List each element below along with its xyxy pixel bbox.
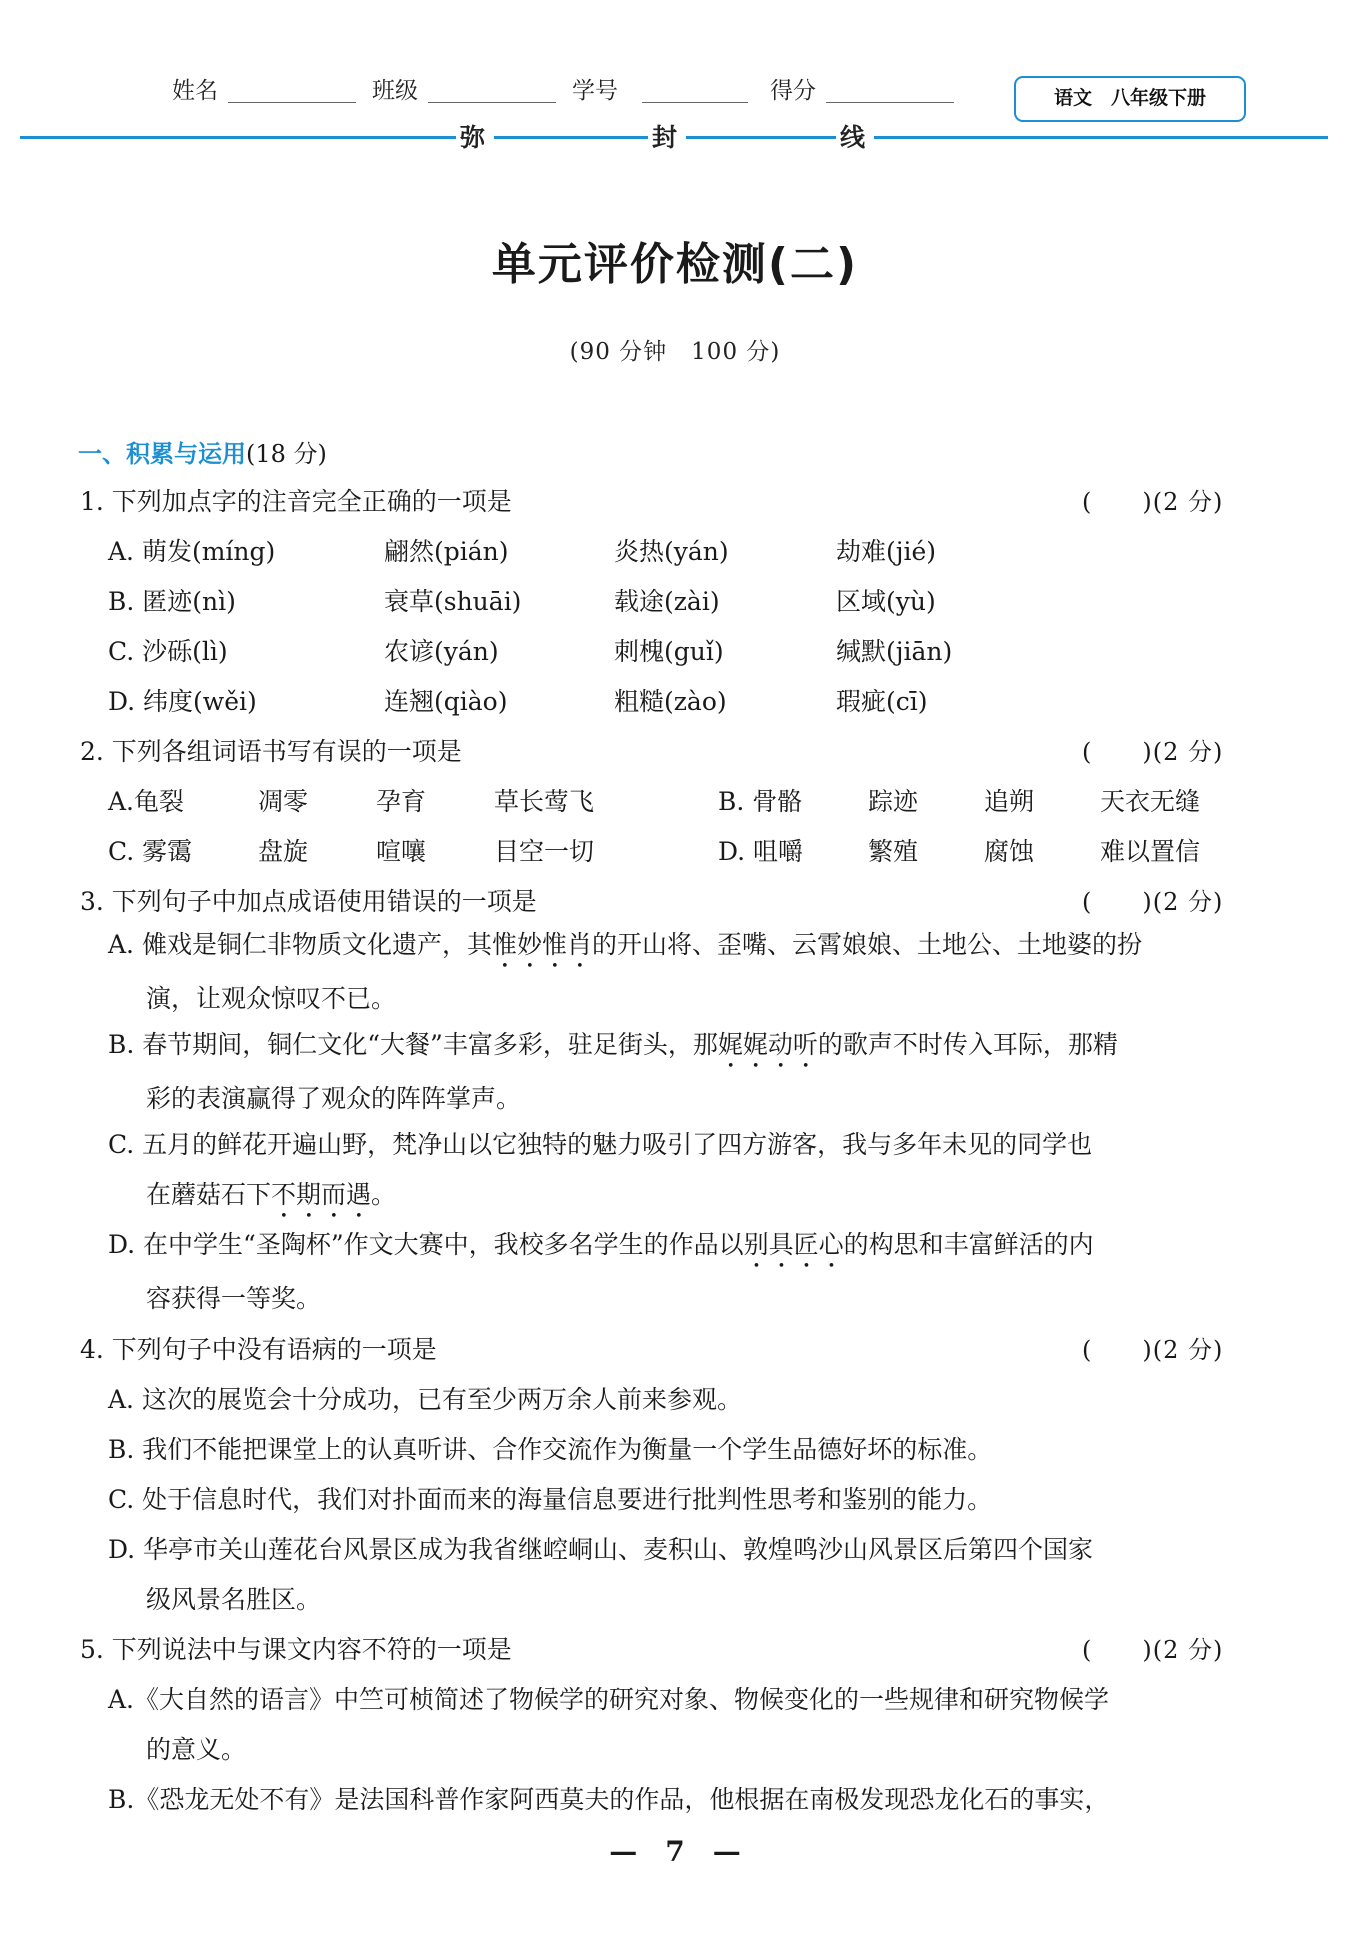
text: 演，让观众惊叹不已。 xyxy=(146,984,397,1013)
q3-option-c xyxy=(108,1120,1246,1224)
q1-option: 农谚(yán) xyxy=(384,637,499,666)
q2-word: 天衣无缝 xyxy=(1100,787,1201,816)
q1-option: 衰草(shuāi) xyxy=(384,587,522,616)
q2-word: 繁殖 xyxy=(868,837,919,866)
q2-word: D. 咀嚼 xyxy=(718,837,804,866)
q1-option: C. 沙砾(lì) xyxy=(108,637,228,666)
q2-word: 凋零 xyxy=(258,787,309,816)
q2-word: 草长莺飞 xyxy=(494,787,595,816)
text: 容获得一等奖。 xyxy=(146,1284,322,1313)
q2-word: 追朔 xyxy=(984,787,1035,816)
section-points: (18 分) xyxy=(246,440,327,468)
seal-line-segment xyxy=(686,136,836,139)
dotted-idiom: 别具匠心 xyxy=(743,1230,844,1259)
question-5-score: ( )(2 分) xyxy=(1082,1636,1224,1664)
q5-option-a: A.《大自然的语言》中竺可桢简述了物候学的研究对象、物候变化的一些规律和研究物候学 xyxy=(108,1685,1110,1714)
q2-word: A.龟裂 xyxy=(108,787,185,816)
q1-option: A. 萌发(míng) xyxy=(108,537,276,566)
question-4-stem: 4. 下列句子中没有语病的一项是 xyxy=(80,1335,437,1364)
q1-option: 粗糙(zào) xyxy=(614,687,727,716)
q4-option-d: D. 华亭市关山莲花台风景区成为我省继崆峒山、麦积山、敦煌鸣沙山风景区后第四个国家 xyxy=(108,1535,1094,1564)
q1-option: 连翘(qiào) xyxy=(384,687,508,716)
q1-option: 载途(zài) xyxy=(614,587,720,616)
seal-line-segment xyxy=(494,136,648,139)
dotted-idiom: 惟妙惟肖 xyxy=(491,930,592,959)
question-2-score: ( )(2 分) xyxy=(1082,738,1224,766)
q4-option-c: C. 处于信息时代，我们对扑面而来的海量信息要进行批判性思考和鉴别的能力。 xyxy=(108,1485,993,1514)
page-title: 单元评价检测(二) xyxy=(491,239,859,290)
name-blank xyxy=(228,102,356,103)
class-blank xyxy=(428,102,556,103)
text: 的开山将、歪嘴、云霄娘娘、土地公、土地婆的扮 xyxy=(591,930,1142,959)
question-2-stem: 2. 下列各组词语书写有误的一项是 xyxy=(80,737,462,766)
q1-option: 区域(yù) xyxy=(836,587,936,616)
q1-option: 炎热(yán) xyxy=(614,537,729,566)
q3-option-a xyxy=(108,920,1246,1024)
subject-badge: 语文 八年级下册 xyxy=(1014,76,1246,122)
student-id-label: 学号 xyxy=(572,78,618,104)
q2-word: 喧嚷 xyxy=(376,837,427,866)
class-label: 班级 xyxy=(372,78,418,104)
text: 的歌声不时传入耳际，那精 xyxy=(817,1030,1118,1059)
q2-word: 腐蚀 xyxy=(984,837,1035,866)
q2-word: B. 骨骼 xyxy=(718,787,803,816)
q1-option: 瑕疵(cī) xyxy=(836,687,928,716)
section-name: 一、积累与运用 xyxy=(78,440,246,468)
q3-option-b xyxy=(108,1020,1246,1124)
q2-word: 目空一切 xyxy=(494,837,595,866)
text: B. 春节期间，铜仁文化“大餐”丰富多彩，驻足街头，那 xyxy=(108,1030,718,1059)
question-1-score: ( )(2 分) xyxy=(1082,488,1224,516)
text: 在蘑菇石下 xyxy=(146,1180,272,1209)
q1-option: 翩然(pián) xyxy=(384,537,509,566)
text: C. 五月的鲜花开遍山野，梵净山以它独特的魅力吸引了四方游客，我与多年未见的同学也 xyxy=(108,1130,1093,1159)
section-title xyxy=(78,434,327,469)
q4-option-b: B. 我们不能把课堂上的认真听讲、合作交流作为衡量一个学生品德好坏的标准。 xyxy=(108,1435,993,1464)
q1-option: 刺槐(guǐ) xyxy=(614,637,724,666)
exam-duration: (90 分钟 100 分) xyxy=(569,339,781,365)
text: D. 在中学生“圣陶杯”作文大赛中，我校多名学生的作品以 xyxy=(108,1230,744,1259)
seal-char-1: 弥 xyxy=(460,123,486,152)
score-blank xyxy=(826,102,954,103)
dotted-idiom: 不期而遇 xyxy=(271,1180,372,1209)
name-label: 姓名 xyxy=(172,78,218,104)
student-id-blank xyxy=(642,102,748,103)
seal-char-2: 封 xyxy=(652,123,678,152)
q5-option-a-cont: 的意义。 xyxy=(146,1735,247,1764)
q1-option: 缄默(jiān) xyxy=(836,637,953,666)
question-5-stem: 5. 下列说法中与课文内容不符的一项是 xyxy=(80,1635,512,1664)
q5-option-b: B.《恐龙无处不有》是法国科普作家阿西莫夫的作品，他根据在南极发现恐龙化石的事实， xyxy=(108,1785,1110,1814)
q1-option: 劫难(jié) xyxy=(836,537,937,566)
q1-option: D. 纬度(wěi) xyxy=(108,687,257,716)
q3-option-d xyxy=(108,1220,1246,1324)
q2-word: 踪迹 xyxy=(868,787,919,816)
score-label: 得分 xyxy=(770,78,816,104)
text: 的构思和丰富鲜活的内 xyxy=(843,1230,1094,1259)
question-1-stem: 1. 下列加点字的注音完全正确的一项是 xyxy=(80,487,512,516)
q1-option: B. 匿迹(nì) xyxy=(108,587,236,616)
dotted-idiom: 娓娓动听 xyxy=(717,1030,818,1059)
text: 。 xyxy=(371,1180,397,1209)
seal-line-segment xyxy=(20,136,456,139)
question-3-score: ( )(2 分) xyxy=(1082,888,1224,916)
seal-line-segment xyxy=(874,136,1328,139)
page-number: — 7 — xyxy=(609,1835,741,1868)
q2-word: C. 雾霭 xyxy=(108,837,193,866)
text: 彩的表演赢得了观众的阵阵掌声。 xyxy=(146,1084,522,1113)
question-4-score: ( )(2 分) xyxy=(1082,1336,1224,1364)
q4-option-a: A. 这次的展览会十分成功，已有至少两万余人前来参观。 xyxy=(108,1385,742,1414)
q2-word: 难以置信 xyxy=(1100,837,1201,866)
text: A. 傩戏是铜仁非物质文化遗产，其 xyxy=(108,930,492,959)
question-3-stem: 3. 下列句子中加点成语使用错误的一项是 xyxy=(80,887,537,916)
q2-word: 孕育 xyxy=(376,787,427,816)
seal-char-3: 线 xyxy=(840,123,866,152)
q4-option-d-cont: 级风景名胜区。 xyxy=(146,1585,322,1614)
q2-word: 盘旋 xyxy=(258,837,309,866)
